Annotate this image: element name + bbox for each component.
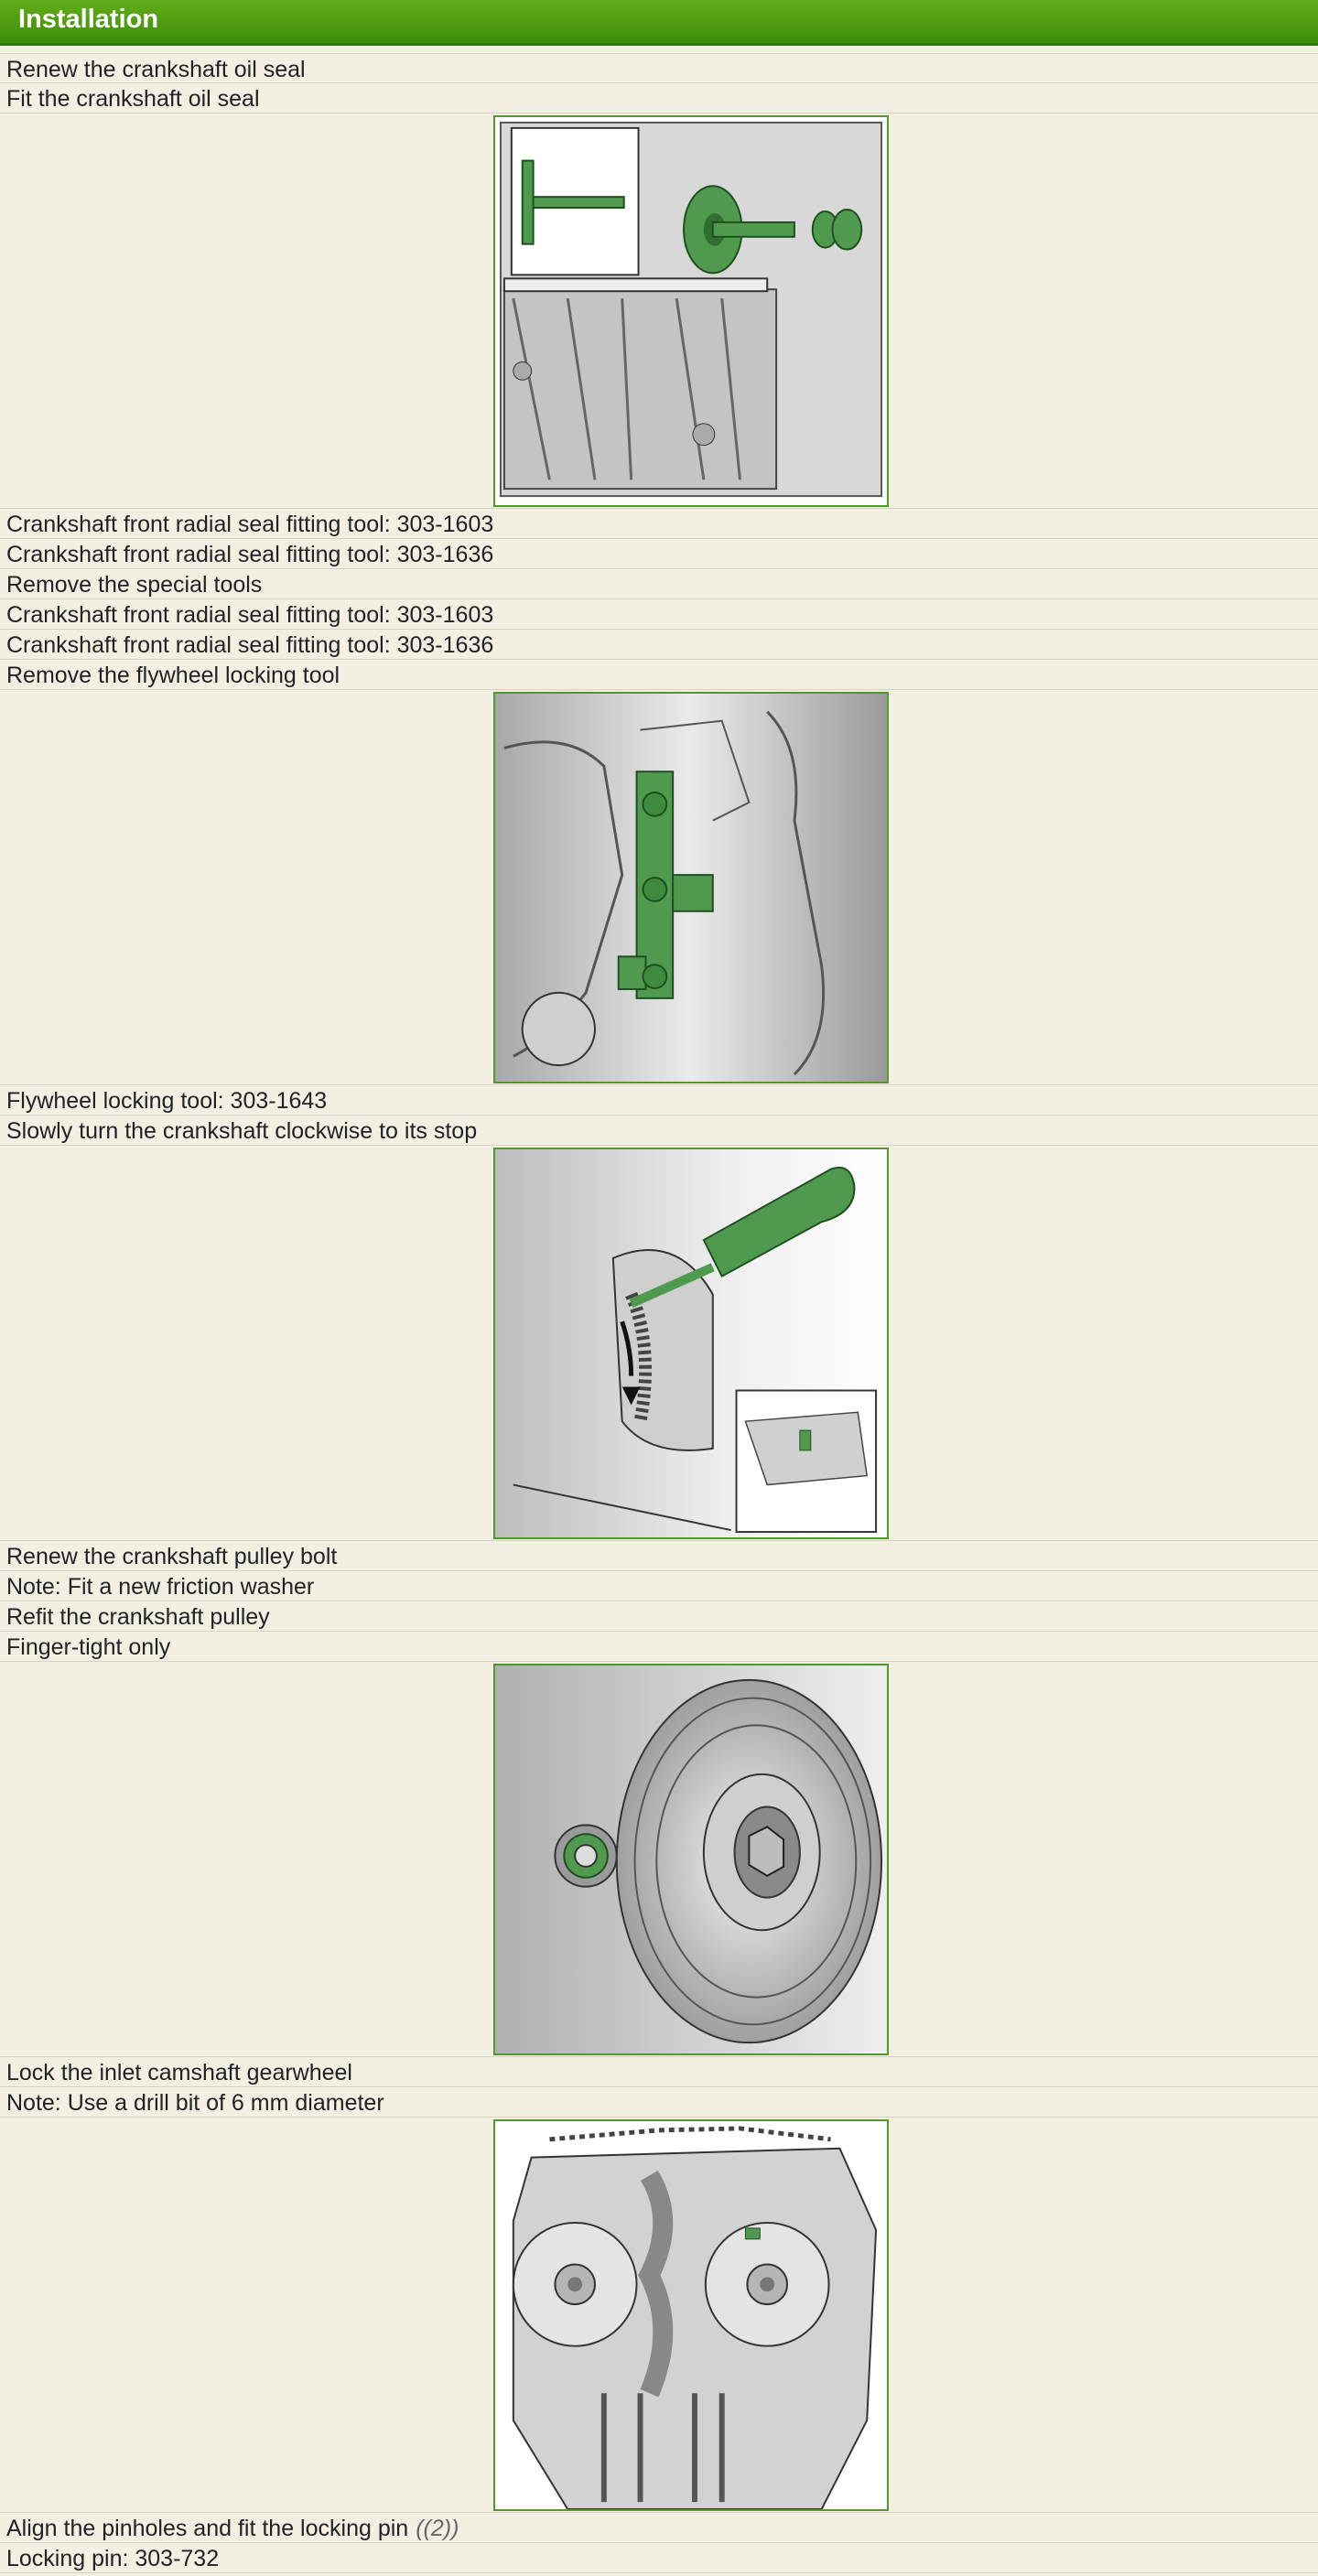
section-header xyxy=(0,0,1318,46)
step-line: Crankshaft front radial seal fitting tool: 303-1636 xyxy=(0,630,1318,660)
step-line xyxy=(0,2513,1318,2543)
step-line: Renew the crankshaft oil seal xyxy=(0,53,1318,83)
callout-reference: ((2)) xyxy=(416,2516,459,2541)
step-line: Note: Use a drill bit of 6 mm diameter xyxy=(0,2087,1318,2118)
illustration-frame[interactable] xyxy=(493,2119,889,2511)
step-line: Renew the crankshaft pulley bolt xyxy=(0,1541,1318,1571)
step-line: Fit the crankshaft oil seal xyxy=(0,83,1318,113)
illustration-row xyxy=(0,2118,1318,2513)
illustration-row xyxy=(0,690,1318,1085)
step-line: Crankshaft front radial seal fitting tool: 303-1603 xyxy=(0,599,1318,630)
oil-seal-fitting-tool-illustration xyxy=(495,117,887,505)
step-line: Locking pin: 303-732 xyxy=(0,2543,1318,2573)
camshaft-gearwheel-illustration xyxy=(495,2121,887,2509)
step-line: Finger-tight only xyxy=(0,1632,1318,1662)
illustration-row xyxy=(0,113,1318,509)
step-line: Refit the crankshaft pulley xyxy=(0,1601,1318,1632)
step-text: Align the pinholes and fit the locking pin xyxy=(6,2516,409,2541)
step-line: Remove the special tools xyxy=(0,569,1318,599)
illustration-frame[interactable] xyxy=(493,1664,889,2055)
step-line: Crankshaft front radial seal fitting tool: 303-1636 xyxy=(0,539,1318,569)
illustration-frame[interactable] xyxy=(493,692,889,1083)
step-line: Lock the inlet camshaft gearwheel xyxy=(0,2057,1318,2087)
crankshaft-turning-illustration xyxy=(495,1149,887,1537)
flywheel-locking-tool-illustration xyxy=(495,694,887,1082)
crankshaft-pulley-illustration xyxy=(495,1665,887,2053)
step-line: Note: Fit a new friction washer xyxy=(0,1571,1318,1601)
step-line: Crankshaft front radial seal fitting tool: 303-1603 xyxy=(0,509,1318,539)
illustration-row xyxy=(0,1146,1318,1541)
section-title: Installation xyxy=(18,5,159,34)
step-line: Remove the flywheel locking tool xyxy=(0,660,1318,690)
illustration-frame[interactable] xyxy=(493,115,889,507)
illustration-frame[interactable] xyxy=(493,1148,889,1539)
step-line: Flywheel locking tool: 303-1643 xyxy=(0,1085,1318,1116)
step-line: Slowly turn the crankshaft clockwise to its stop xyxy=(0,1116,1318,1146)
illustration-row xyxy=(0,1662,1318,2057)
